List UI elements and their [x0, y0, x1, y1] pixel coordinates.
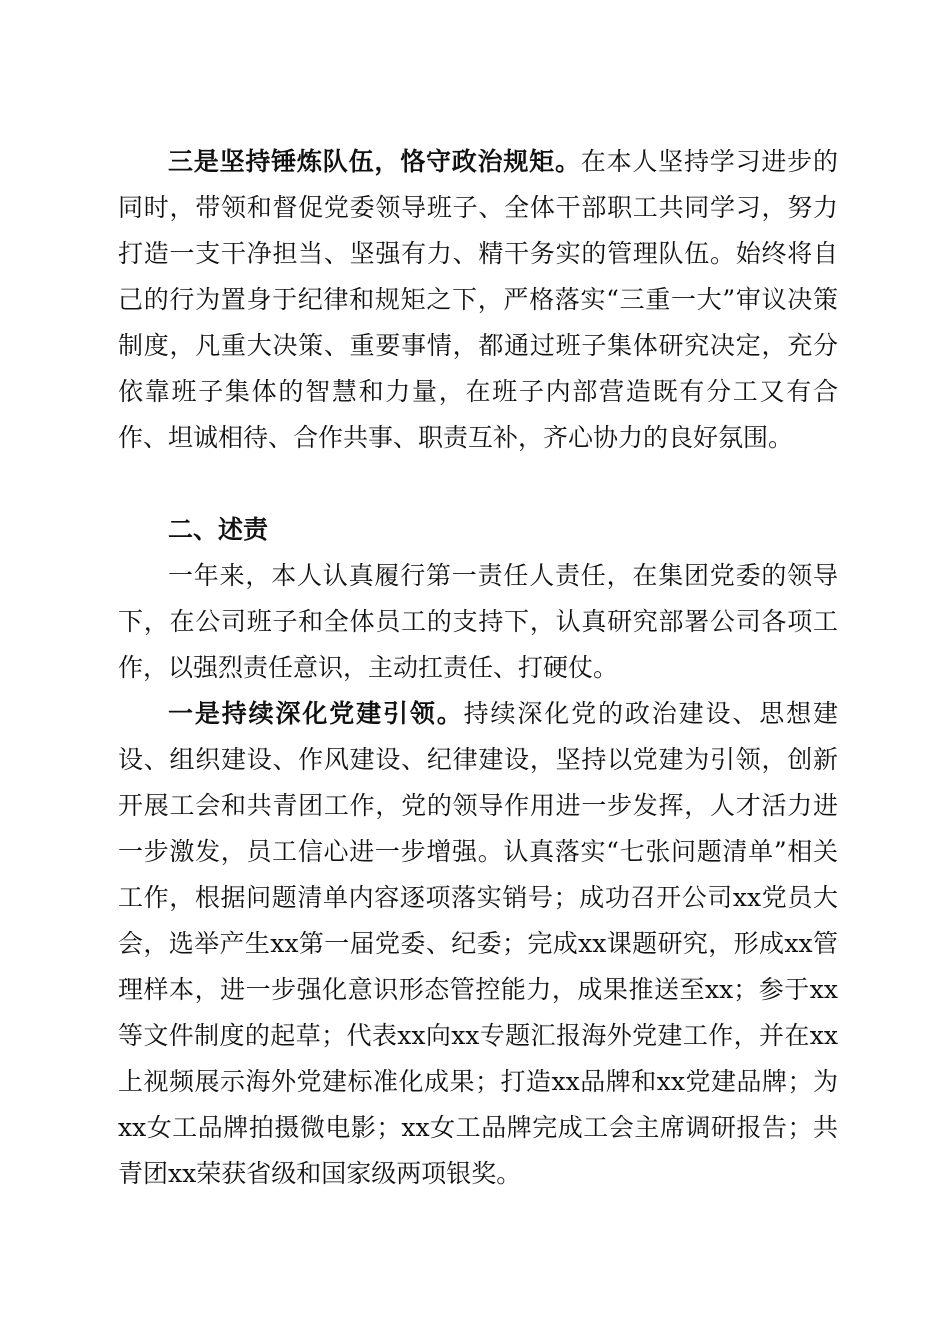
paragraph-body: 在本人坚持学习进步的同时，带领和督促党委领导班子、全体干部职工共同学习，努力打造一支干净担当、坚强有力、精干务实的管理队伍。始终将自己的行为置身于纪律和规矩之下，严格落实“三重一大”审议决策制度，凡重大决策、重要事情，都通过班子集体研究决定，充分依靠班子集体的智慧和力量，在班子内部营造既有分工又有合作、坦诚相待、合作共事、职责互补，齐心协力的良好氛围。: [118, 147, 838, 452]
paragraph-intro: [118, 553, 838, 691]
section-heading: 二、述责: [168, 515, 269, 544]
section-2-text: [118, 507, 838, 1197]
paragraph-body: 持续深化党的政治建设、思想建设、组织建设、作风建设、纪律建设，坚持以党建为引领，创新开展工会和共青团工作，党的领导作用进一步发挥，人才活力进一步激发，员工信心进一步增强。认真落实“七张问题清单”相关工作，根据问题清单内容逐项落实销号；成功召开公司xx党员大会，选举产生xx第一届党委、纪委；完成xx课题研究，形成xx管理样本，进一步强化意识形态管控能力，成果推送至xx；参于xx等文件制度的起草；代表xx向xx专题汇报海外党建工作，并在xx上视频展示海外党建标准化成果；打造xx品牌和xx党建品牌；为xx女工品牌拍摄微电影；xx女工品牌完成工会主席调研报告；共青团xx荣获省级和国家级两项银奖。: [118, 699, 838, 1188]
paragraph-lead: 三是坚持锤炼队伍，恪守政治规矩。: [168, 147, 581, 176]
paragraph-lead: 一是持续深化党建引领。: [168, 699, 464, 728]
section-1-text: [118, 139, 838, 461]
paragraph-team-discipline: [118, 139, 838, 461]
paragraph-party-building: [118, 691, 838, 1197]
paragraph-body: 一年来，本人认真履行第一责任人责任，在集团党委的领导下，在公司班子和全体员工的支持下，认真研究部署公司各项工作，以强烈责任意识，主动扛责任、打硬仗。: [118, 561, 838, 682]
